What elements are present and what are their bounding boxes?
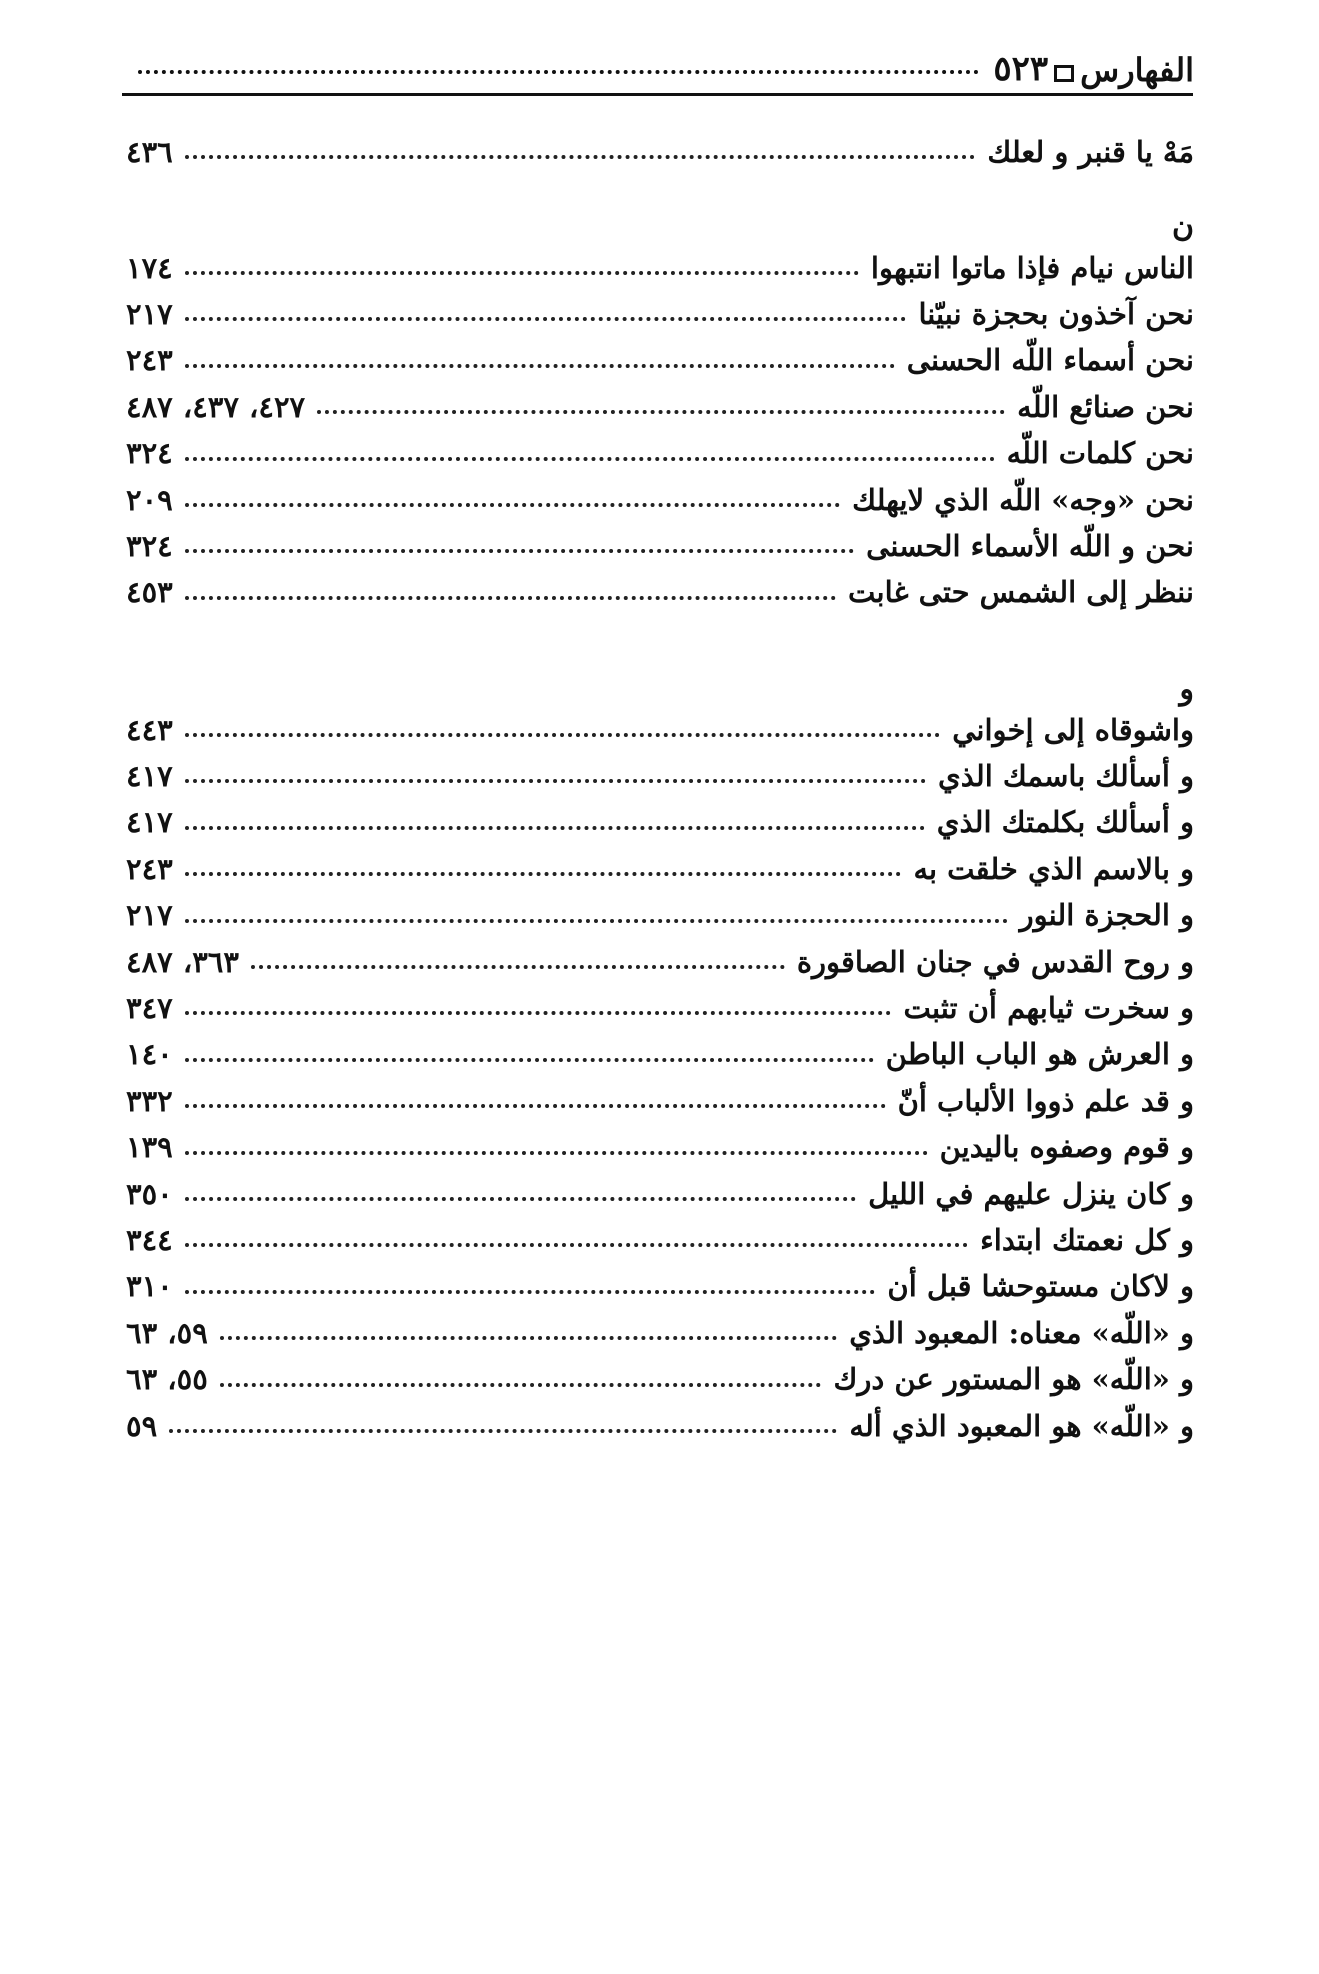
leader-dots [185,503,840,507]
leader-dots [185,919,1008,923]
index-entry [126,705,1194,755]
index-entry [126,983,1194,1033]
index-entry [126,475,1194,525]
leader-dots [185,364,895,368]
section-letter: و [1179,672,1194,707]
entry-text: و كان ينزل عليهم في الليل [868,1176,1194,1211]
entry-page-numbers: ٣٣٢ [126,1083,173,1118]
entry-page-numbers: ٥٩ [126,1408,158,1443]
entry-text: ننظر إلى الشمس حتى غابت [848,575,1194,610]
entry-page-numbers: ٣٤٤ [126,1222,173,1257]
leader-dots [185,549,854,553]
entry-text: و أسألك بكلمتك الذي [936,805,1194,840]
leader-dots [220,1383,822,1387]
index-entry [126,1355,1194,1405]
entry-page-numbers: ٢١٧ [126,898,173,933]
leader-dots [185,733,941,737]
entry-text: مَهْ يا قنبر و لعلك [987,134,1194,169]
entry-text: و «اللّه» هو المعبود الذي أله [849,1408,1194,1443]
square-ornament-icon [1054,65,1074,82]
index-entry [126,429,1194,479]
entry-text: و كل نعمتك ابتداء [980,1222,1194,1257]
leader-dots [185,1104,886,1108]
entry-page-numbers: ٢٤٣ [126,343,173,378]
index-entry [126,1123,1194,1173]
index-entry [126,336,1194,386]
entry-text: و «اللّه» معناه: المعبود الذي [849,1315,1194,1350]
index-entry [126,1169,1194,1219]
entry-text: نحن «وجه» اللّه الذي لايهلك [852,482,1194,517]
page-number: ٥٢٣ [993,49,1049,89]
index-entry [126,1262,1194,1312]
entry-page-numbers: ٥٩، ٦٣ [126,1315,208,1350]
entry-page-numbers: ١٧٤ [126,250,173,285]
entry-page-numbers: ٤٥٣ [126,575,173,610]
entry-page-numbers: ٣٥٠ [126,1176,173,1211]
entry-page-numbers: ٤١٧ [126,805,173,840]
leader-dots [185,826,925,830]
entry-page-numbers: ٣٤٧ [126,990,173,1025]
leader-dots [185,1197,856,1201]
entry-page-numbers: ٣٢٤ [126,528,173,563]
entry-text: نحن صنائع اللّه [1017,389,1194,424]
index-entry [126,1076,1194,1126]
entry-text: و قد علم ذووا الألباب أنّ [897,1083,1194,1118]
leader-dots [220,1336,837,1340]
entry-text: و بالاسم الذي خلقت به [913,851,1194,886]
index-entry [126,289,1194,339]
leader-dots [251,965,785,969]
index-entry [126,844,1194,894]
running-header [124,36,1194,89]
leader-dots [317,410,1005,414]
entry-page-numbers: ٤١٧ [126,758,173,793]
index-entry [126,521,1194,571]
entry-page-numbers: ٢١٧ [126,296,173,331]
entry-page-numbers: ٣٦٣، ٤٨٧ [126,944,239,979]
entry-page-numbers: ٤٣٦ [126,134,173,169]
entry-text: و روح القدس في جنان الصاقورة [796,944,1194,979]
index-entry [126,1215,1194,1265]
entry-page-numbers: ١٣٩ [126,1130,173,1165]
entry-text: و الحجزة النور [1019,898,1194,933]
leader-dots [185,1290,876,1294]
header-rule [122,93,1193,96]
index-entry [126,891,1194,941]
entry-page-numbers: ٤٤٣ [126,712,173,747]
entry-page-numbers: ٣٢٤ [126,436,173,471]
header-leader-dots [138,70,979,74]
leader-dots [169,1429,837,1433]
entry-text: و العرش هو الباب الباطن [885,1037,1194,1072]
leader-dots [185,155,976,159]
index-entry [126,382,1194,432]
index-entry [126,568,1194,618]
leader-dots [185,1243,968,1247]
entry-text: و أسألك باسمك الذي [938,758,1194,793]
leader-dots [185,779,926,783]
leader-dots [185,317,907,321]
entry-page-numbers: ٢٤٣ [126,851,173,886]
entry-text: واشوقاه إلى إخواني [952,712,1194,747]
leader-dots [185,457,995,461]
leader-dots [185,271,859,275]
index-entry [126,937,1194,987]
index-entry [126,243,1194,293]
entry-page-numbers: ١٤٠ [126,1037,173,1072]
entry-text: و «اللّه» هو المستور عن درك [833,1362,1194,1397]
leader-dots [185,1151,928,1155]
entry-text: نحن أسماء اللّه الحسنى [906,343,1194,378]
index-entry [126,751,1194,801]
entry-text: و سخرت ثيابهم أن تثبت [903,990,1194,1025]
index-entry [126,1401,1194,1451]
entry-page-numbers: ٣١٠ [126,1269,173,1304]
entry-page-numbers: ٢٠٩ [126,482,173,517]
entry-text: نحن و اللّه الأسماء الحسنى [866,528,1194,563]
leader-dots [185,1058,874,1062]
entry-page-numbers: ٤٢٧، ٤٣٧، ٤٨٧ [126,389,306,424]
entry-page-numbers: ٥٥، ٦٣ [126,1362,208,1397]
index-entry [126,798,1194,848]
entry-text: و لاكان مستوحشا قبل أن [887,1269,1194,1304]
entry-text: الناس نيام فإذا ماتوا انتبهوا [870,250,1194,285]
entry-text: نحن آخذون بحجزة نبيّنا [918,296,1194,331]
header-title: الفهارس [1080,51,1194,89]
leader-dots [185,872,902,876]
index-entry [126,1030,1194,1080]
index-entry [126,127,1194,177]
entry-text: و قوم وصفوه باليدين [939,1130,1194,1165]
leader-dots [185,1011,892,1015]
section-letter: ن [1171,209,1194,244]
entry-text: نحن كلمات اللّه [1006,436,1194,471]
index-entry [126,1308,1194,1358]
leader-dots [185,596,836,600]
